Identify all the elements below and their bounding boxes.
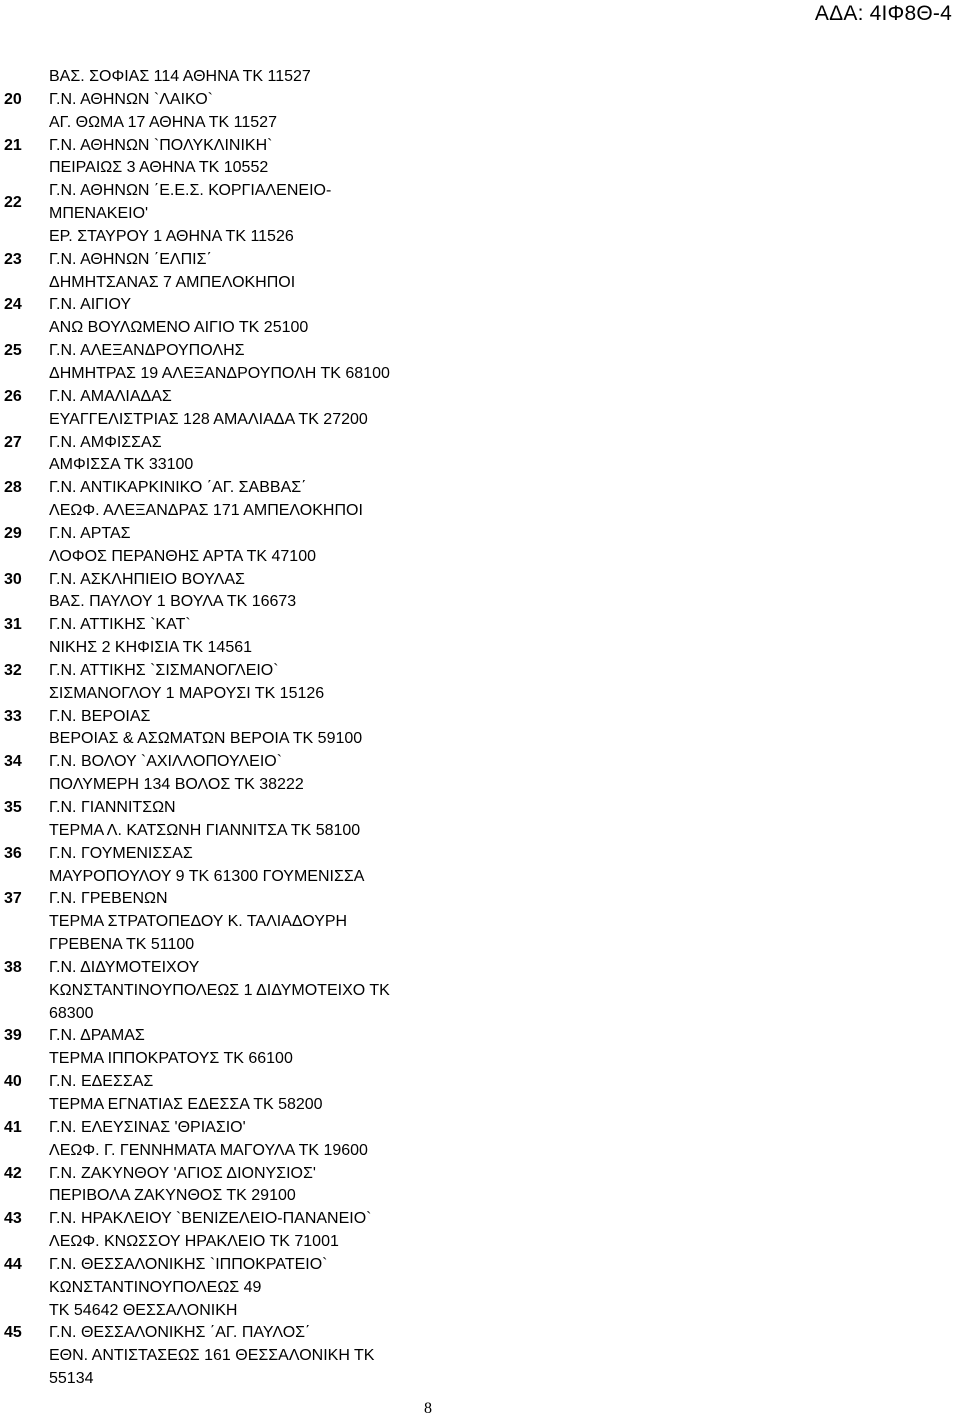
hospital-name: Γ.Ν. ΑΤΤΙΚΗΣ `ΣΙΣΜΑΝΟΓΛΕΙΟ` (49, 661, 279, 679)
list-line (0, 683, 960, 706)
hospital-address: ΓΡΕΒΕΝΑ ΤΚ 51100 (49, 936, 195, 954)
hospital-address: ΤΚ 54642 ΘΕΣΣΑΛΟΝΙΚΗ (49, 1301, 238, 1319)
list-line (0, 1003, 960, 1026)
hospital-address: ΤΕΡΜΑ Λ. ΚΑΤΣΩΝΗ ΓΙΑΝΝΙΤΣΑ ΤΚ 58100 (49, 821, 361, 839)
entry-number: 38 (4, 958, 22, 976)
list-line (0, 135, 960, 158)
entry-number: 43 (4, 1210, 22, 1228)
list-line (0, 934, 960, 957)
hospital-name: Γ.Ν. ΑΝΤΙΚΑΡΚΙΝΙΚΟ ΄ΑΓ. ΣΑΒΒΑΣ΄ (49, 479, 307, 497)
list-line (0, 774, 960, 797)
hospital-address: ΤΕΡΜΑ ΙΠΠΟΚΡΑΤΟΥΣ ΤΚ 66100 (49, 1050, 293, 1068)
list-line (0, 1025, 960, 1048)
hospital-name: Γ.Ν. ΓΡΕΒΕΝΩΝ (49, 890, 168, 908)
entry-number: 35 (4, 799, 22, 816)
list-line (0, 1094, 960, 1117)
hospital-name: Γ.Ν. ΑΘΗΝΩΝ ΄ΕΛΠΙΣ΄ (49, 250, 212, 268)
list-line (0, 66, 960, 89)
page-number: 8 (424, 1400, 432, 1417)
hospital-name: Γ.Ν. ΓΙΑΝΝΙΤΣΩΝ (49, 799, 176, 816)
list-line (0, 1208, 960, 1231)
hospital-address: ΝΙΚΗΣ 2 ΚΗΦΙΣΙΑ ΤΚ 14561 (49, 639, 253, 657)
hospital-name: Γ.Ν. ΑΡΤΑΣ (49, 524, 131, 542)
list-line (0, 272, 960, 295)
list-line (0, 797, 960, 820)
list-line (0, 89, 960, 112)
list-line (0, 1345, 960, 1368)
list-line (0, 569, 960, 592)
hospital-name: Γ.Ν. ΑΘΗΝΩΝ `ΛΑΙΚΟ` (49, 90, 213, 108)
hospital-address: ΠΕΙΡΑΙΩΣ 3 ΑΘΗΝΑ ΤΚ 10552 (49, 159, 269, 177)
list-line (0, 706, 960, 729)
entry-number: 26 (4, 387, 22, 405)
hospital-name: Γ.Ν. ΑΤΤΙΚΗΣ `ΚΑΤ` (49, 616, 191, 634)
entry-number: 37 (4, 890, 22, 908)
list-line (0, 980, 960, 1003)
list-line (0, 294, 960, 317)
list-line (0, 1163, 960, 1186)
list-line (0, 1322, 960, 1345)
hospital-address: 68300 (49, 1004, 94, 1022)
hospital-address: ΑΝΩ ΒΟΥΛΩΜΕΝΟ ΑΙΓΙΟ ΤΚ 25100 (49, 319, 309, 337)
list-line (0, 226, 960, 249)
list-line (0, 728, 960, 751)
entry-number: 31 (4, 616, 22, 634)
list-line (0, 1071, 960, 1094)
entry-number: 28 (4, 479, 22, 497)
hospital-name: Γ.Ν. ΑΜΦΙΣΣΑΣ (49, 433, 162, 451)
hospital-name: Γ.Ν. ΗΡΑΚΛΕΙΟΥ `ΒΕΝΙΖΕΛΕΙΟ-ΠΑΝΑΝΕΙΟ` (49, 1210, 372, 1228)
hospital-address: ΤΕΡΜΑ ΣΤΡΑΤΟΠΕΔΟΥ Κ. ΤΑΛΙΑΔΟΥΡΗ (49, 913, 348, 931)
hospital-name: Γ.Ν. ΘΕΣΣΑΛΟΝΙΚΗΣ ΄ΑΓ. ΠΑΥΛΟΣ΄ (49, 1324, 311, 1342)
hospital-address: ΠΕΡΙΒΟΛΑ ΖΑΚΥΝΘΟΣ ΤΚ 29100 (49, 1187, 296, 1205)
entry-number: 39 (4, 1027, 22, 1045)
list-line (0, 1254, 960, 1277)
entry-number: 41 (4, 1118, 22, 1136)
list-line (0, 1368, 960, 1391)
hospital-address: ΔΗΜΗΤΣΑΝΑΣ 7 ΑΜΠΕΛΟΚΗΠΟΙ (49, 273, 296, 291)
list-line (0, 180, 960, 211)
list-line (0, 363, 960, 386)
list-line (0, 1140, 960, 1163)
entry-number: 27 (4, 433, 22, 451)
list-line (0, 523, 960, 546)
list-line (0, 112, 960, 135)
entry-number: 25 (4, 342, 22, 360)
list-line (0, 432, 960, 455)
list-line (0, 1048, 960, 1071)
list-line (0, 614, 960, 637)
list-line (0, 1277, 960, 1300)
hospital-address: ΣΙΣΜΑΝΟΓΛΟΥ 1 ΜΑΡΟΥΣΙ ΤΚ 15126 (49, 684, 325, 702)
hospital-address: ΤΕΡΜΑ ΕΓΝΑΤΙΑΣ ΕΔΕΣΣΑ ΤΚ 58200 (49, 1095, 323, 1113)
hospital-name: Γ.Ν. ΕΛΕΥΣΙΝΑΣ 'ΘΡΙΑΣΙΟ' (49, 1118, 246, 1136)
list-line (0, 1300, 960, 1323)
list-line (0, 409, 960, 432)
hospital-name: Γ.Ν. ΑΘΗΝΩΝ `ΠΟΛΥΚΛΙΝΙΚΗ` (49, 136, 273, 154)
entry-number: 22 (4, 193, 22, 211)
list-line (0, 957, 960, 980)
list-line (0, 477, 960, 500)
entry-number: 36 (4, 844, 22, 862)
hospital-name: Γ.Ν. ΒΕΡΟΙΑΣ (49, 707, 151, 725)
list-line (0, 843, 960, 866)
hospital-name: Γ.Ν. ΑΙΓΙΟΥ (49, 296, 132, 314)
list-line (0, 911, 960, 934)
hospital-address: ΕΡ. ΣΤΑΥΡΟΥ 1 ΑΘΗΝΑ ΤΚ 11526 (49, 227, 294, 245)
hospital-name: Γ.Ν. ΑΛΕΞΑΝΔΡΟΥΠΟΛΗΣ (49, 342, 245, 360)
hospital-address: ΛΕΩΦ. Γ. ΓΕΝΝΗΜΑΤΑ ΜΑΓΟΥΛΑ ΤΚ 19600 (49, 1141, 368, 1159)
list-line (0, 317, 960, 340)
document-id-header: ΑΔΑ: 4ΙΦ8Θ-4 (814, 2, 952, 25)
hospital-address: ΛΕΩΦ. ΚΝΩΣΣΟΥ ΗΡΑΚΛΕΙΟ ΤΚ 71001 (49, 1233, 339, 1251)
hospital-address: ΛΟΦΟΣ ΠΕΡΑΝΘΗΣ ΑΡΤΑ ΤΚ 47100 (49, 547, 316, 565)
list-line (0, 203, 960, 226)
hospital-name: Γ.Ν. ΓΟΥΜΕΝΙΣΣΑΣ (49, 844, 193, 862)
entry-number: 44 (4, 1255, 22, 1273)
list-line (0, 591, 960, 614)
hospital-address: ΑΜΦΙΣΣΑ ΤΚ 33100 (49, 456, 194, 474)
entry-number: 21 (4, 136, 22, 154)
hospital-address: ΕΘΝ. ΑΝΤΙΣΤΑΣΕΩΣ 161 ΘΕΣΣΑΛΟΝΙΚΗ ΤΚ (49, 1347, 375, 1365)
entry-number: 20 (4, 90, 22, 108)
list-line (0, 1117, 960, 1140)
list-line (0, 157, 960, 180)
list-line (0, 546, 960, 569)
entry-number: 30 (4, 570, 22, 588)
hospital-address: ΚΩΝΣΤΑΝΤΙΝΟΥΠΟΛΕΩΣ 49 (49, 1278, 262, 1296)
list-line (0, 1231, 960, 1254)
hospital-address: ΜΑΥΡΟΠΟΥΛΟΥ 9 ΤΚ 61300 ΓΟΥΜΕΝΙΣΣΑ (49, 867, 365, 885)
hospital-name: Γ.Ν. ΕΔΕΣΣΑΣ (49, 1073, 154, 1091)
hospital-address: ΒΑΣ. ΣΟΦΙΑΣ 114 ΑΘΗΝΑ ΤΚ 11527 (49, 68, 311, 85)
hospital-address: ΜΠΕΝΑΚΕΙΟ' (49, 205, 149, 223)
hospital-name: Γ.Ν. ΔΡΑΜΑΣ (49, 1027, 145, 1045)
entry-number: 23 (4, 250, 22, 268)
hospital-address: ΔΗΜΗΤΡΑΣ 19 ΑΛΕΞΑΝΔΡΟΥΠΟΛΗ ΤΚ 68100 (49, 364, 390, 382)
hospital-address: ΒΑΣ. ΠΑΥΛΟΥ 1 ΒΟΥΛΑ ΤΚ 16673 (49, 593, 297, 611)
list-line (0, 637, 960, 660)
list-line (0, 751, 960, 774)
hospital-address: ΑΓ. ΘΩΜΑ 17 ΑΘΗΝΑ ΤΚ 11527 (49, 113, 277, 131)
list-line (0, 820, 960, 843)
entry-number: 29 (4, 524, 22, 542)
entry-number: 24 (4, 296, 22, 314)
hospital-address: ΒΕΡΟΙΑΣ & ΑΣΩΜΑΤΩΝ ΒΕΡΟΙΑ ΤΚ 59100 (49, 730, 363, 748)
list-line (0, 249, 960, 272)
entry-number: 33 (4, 707, 22, 725)
hospital-name: Γ.Ν. ΑΜΑΛΙΑΔΑΣ (49, 387, 172, 405)
entry-number: 32 (4, 661, 22, 679)
hospital-address: 55134 (49, 1370, 94, 1388)
hospital-address: ΚΩΝΣΤΑΝΤΙΝΟΥΠΟΛΕΩΣ 1 ΔΙΔΥΜΟΤΕΙΧΟ ΤΚ (49, 981, 390, 999)
entry-number: 40 (4, 1073, 22, 1091)
hospital-address: ΛΕΩΦ. ΑΛΕΞΑΝΔΡΑΣ 171 ΑΜΠΕΛΟΚΗΠΟΙ (49, 502, 363, 520)
hospital-name: Γ.Ν. ΖΑΚΥΝΘΟΥ 'ΑΓΙΟΣ ΔΙΟΝΥΣΙΟΣ' (49, 1164, 316, 1182)
list-line (0, 1185, 960, 1208)
list-line (0, 340, 960, 363)
hospital-name: Γ.Ν. ΑΘΗΝΩΝ ΄Ε.Ε.Σ. ΚΟΡΓΙΑΛΕΝΕΙΟ- (49, 182, 332, 200)
hospital-name: Γ.Ν. ΔΙΔΥΜΟΤΕΙΧΟΥ (49, 958, 200, 976)
hospital-address: ΕΥΑΓΓΕΛΙΣΤΡΙΑΣ 128 ΑΜΑΛΙΑΔΑ ΤΚ 27200 (49, 410, 368, 428)
list-line (0, 500, 960, 523)
entry-number: 45 (4, 1324, 22, 1342)
list-line (0, 454, 960, 477)
list-line (0, 660, 960, 683)
hospital-list (0, 66, 960, 1391)
list-line (0, 866, 960, 889)
entry-number: 42 (4, 1164, 22, 1182)
hospital-name: Γ.Ν. ΒΟΛΟΥ `ΑΧΙΛΛΟΠΟΥΛΕΙΟ` (49, 753, 283, 771)
hospital-name: Γ.Ν. ΘΕΣΣΑΛΟΝΙΚΗΣ `ΙΠΠΟΚΡΑΤΕΙΟ` (49, 1255, 328, 1273)
entry-number: 34 (4, 753, 22, 771)
hospital-name: Γ.Ν. ΑΣΚΛΗΠΙΕΙΟ ΒΟΥΛΑΣ (49, 570, 245, 588)
list-line (0, 386, 960, 409)
hospital-address: ΠΟΛΥΜΕΡΗ 134 ΒΟΛΟΣ ΤΚ 38222 (49, 776, 304, 794)
list-line (0, 888, 960, 911)
